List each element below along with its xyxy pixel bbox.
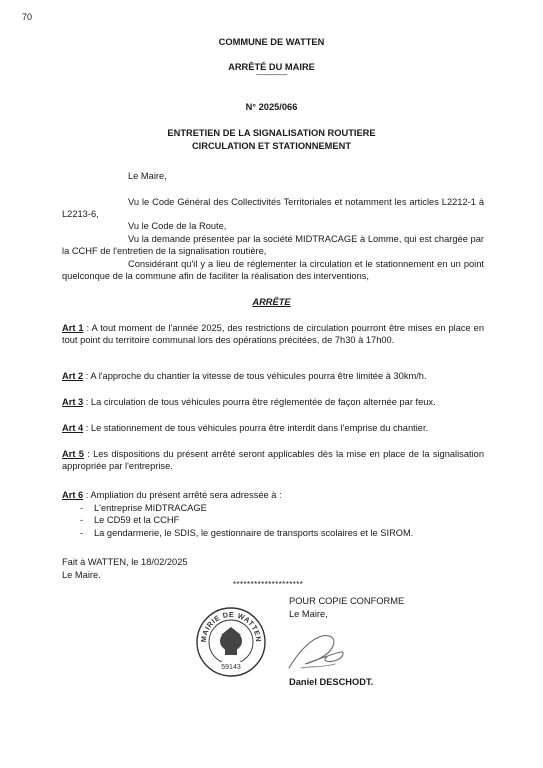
article-label: Art 1 [62,323,84,333]
document-title: ARRÊTÉ DU MAIRE [228,62,315,72]
article-label: Art 2 [62,371,84,381]
subject-line-2: CIRCULATION ET STATIONNEMENT [191,141,352,151]
article-text: : Le stationnement de tous véhicules pourra être interdit dans l'emprise du chantier. [83,423,429,433]
stamp-postcode: 59143 [221,664,241,671]
article-3 [62,396,484,408]
visa-demande: Vu la demande présentée par la société MIDTRACAGE à Lomme, qui est chargée par la CCHF de l'entretien de la signalisation routière, [62,234,484,257]
article-label: Art 4 [62,423,84,433]
article-text: : Les dispositions du présent arrêté seront applicables dès la mise en place de la signalisation appropriée par l'entreprise. [62,449,484,472]
page-number: 70 [22,12,33,22]
signature [283,624,353,676]
article-text: : A tout moment de l'année 2025, des restrictions de circulation pourront être mises en place en tout point du territoire communal lors des opérations précitées, de 7h30 à 17h00. [62,323,484,346]
article-label: Art 6 [62,490,84,500]
mairie-stamp [194,605,268,679]
article-label: Art 3 [62,397,84,407]
article-text: : La circulation de tous véhicules pourra être réglementée de façon alternée par feux. [83,397,436,407]
subject-line-1: ENTRETIEN DE LA SIGNALISATION ROUTIERE [167,128,376,138]
stamp-text: MAIRIE DE WATTEN [198,609,264,643]
article-2 [62,370,484,382]
title-separator: ----------------- [255,72,288,79]
arrete-heading: ARRÊTE [252,297,291,307]
decree-number: N° 2025/066 [245,102,298,112]
visa-code-route: Vu le Code de la Route, [128,221,227,231]
considerant: Considérant qu'il y a lieu de réglementer la circulation et le stationnement en un point quelconque de la commune afin de faciliter la réalisation des interventions, [62,259,484,282]
list-item: - Le CD59 et la CCHF [80,514,413,526]
closing-le-maire: Le Maire. [62,570,101,580]
article-text: : A l'approche du chantier la vitesse de tous véhicules pourra être limitée à 30km/h. [83,371,427,381]
article-1 [62,322,484,346]
list-item: - La gendarmerie, le SDIS, le gestionnaire de transports scolaires et le SIROM. [80,527,413,539]
article-label: Art 5 [62,449,84,459]
list-item: - L'entreprise MIDTRACAGE [80,502,413,514]
article-5 [62,448,484,472]
copie-le-maire: Le Maire, [289,609,328,619]
copie-conforme: POUR COPIE CONFORME [289,596,405,606]
article-6 [62,489,484,501]
commune-heading: COMMUNE DE WATTEN [218,37,325,47]
fait-a: Fait à WATTEN, le 18/02/2025 [62,557,188,567]
signatory-name: Daniel DESCHODT. [289,677,374,687]
intro-le-maire: Le Maire, [128,171,167,181]
article-4 [62,422,484,434]
article-text: : Ampliation du présent arrêté sera adressée à : [83,490,282,500]
visa-cgct: Vu le Code Général des Collectivités Territoriales et notamment les articles L2212-1 à L2213-6, [62,197,484,220]
recipient-list [80,502,413,539]
star-separator: ******************** [233,580,304,589]
